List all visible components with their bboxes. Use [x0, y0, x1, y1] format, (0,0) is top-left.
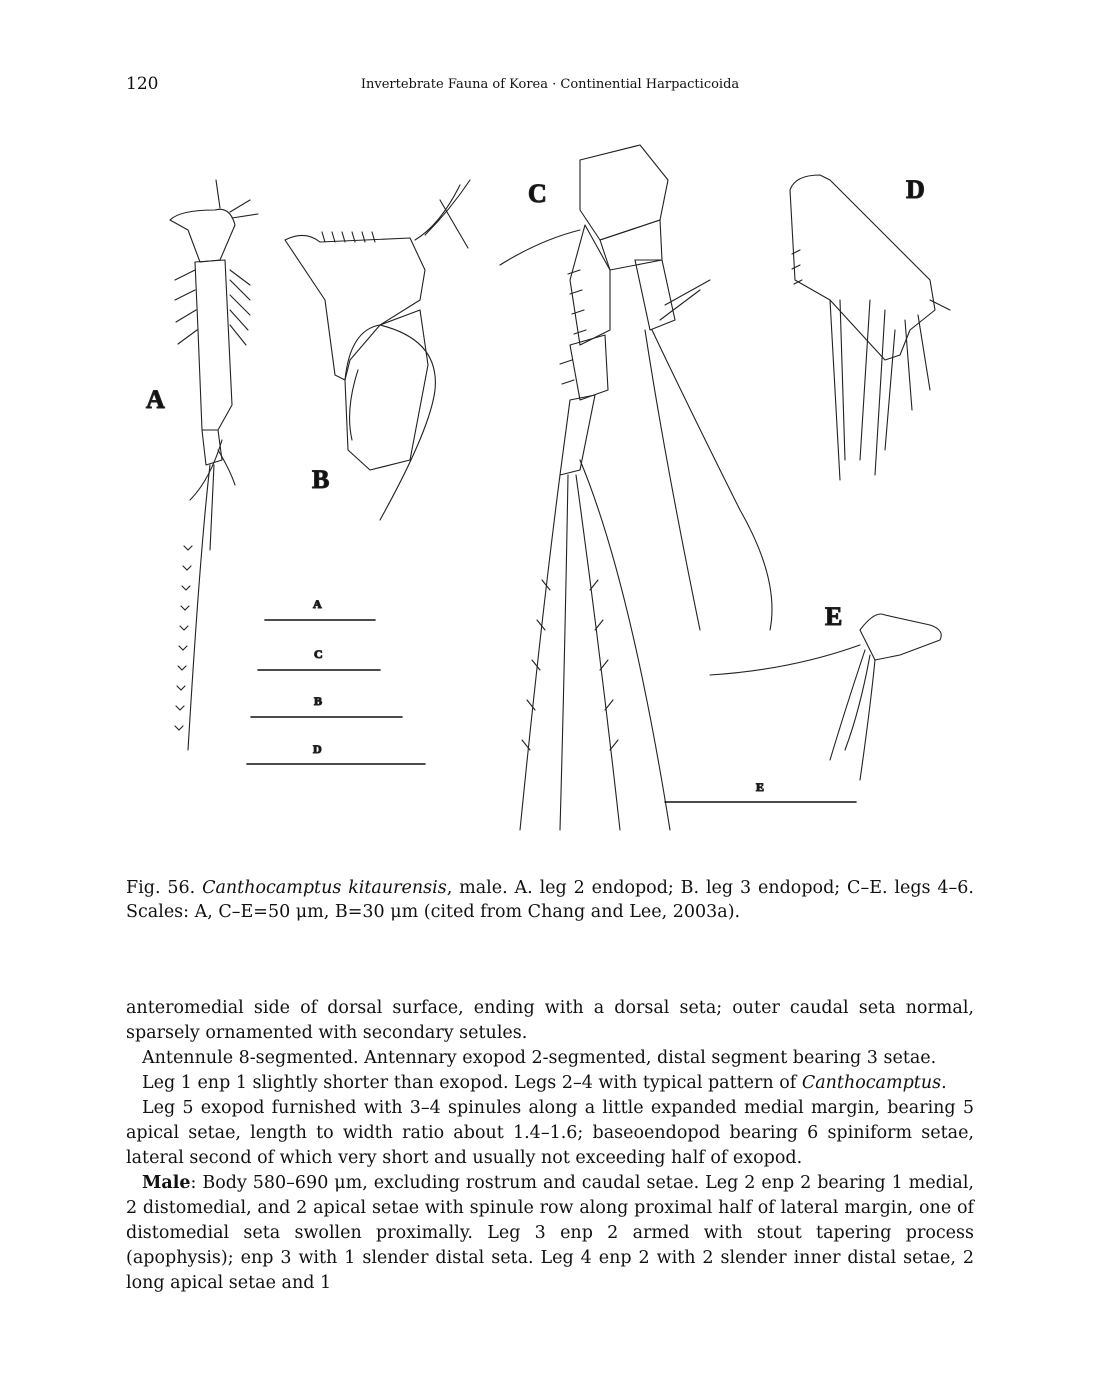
- male-heading: Male: [142, 1173, 191, 1193]
- panel-e-drawing: [710, 614, 941, 780]
- figure-caption: [126, 876, 974, 924]
- panel-label-d: D: [906, 175, 925, 204]
- paragraph-3: [126, 1071, 974, 1096]
- caption-species: Canthocamptus kitaurensis: [202, 878, 447, 898]
- paragraph-1: anteromedial side of dorsal surface, ending with a dorsal seta; outer caudal seta normal, sparsely ornamented with secondary setules.: [126, 998, 974, 1043]
- male-description: : Body 580–690 μm, excluding rostrum and caudal setae. Leg 2 enp 2 bearing 1 medial, 2 distomedial, and 2 apical setae with spinule row along proximal half of lateral margin, one of distomedial seta swollen proximally. Leg 3 enp 2 armed with stout tapering process (apophysis); enp 3 with 1 slender distal seta. Leg 4 enp 2 with 2 slender inner distal setae, 2 long apical setae and 1: [126, 1173, 974, 1293]
- caption-description: , male. A. leg 2 endopod; B. leg 3 endopod; C–E. legs 4–6. Scales: A, C–E=50 μm, B=30 μm (cited from Chang and Lee, 2003a).: [126, 878, 974, 922]
- body-text: [126, 996, 974, 1296]
- scale-label-c: C: [314, 647, 323, 661]
- figure-56: [140, 130, 970, 845]
- scale-label-b: B: [314, 694, 323, 708]
- caption-fig-number: Fig. 56.: [126, 878, 196, 898]
- paragraph-3-end: .: [941, 1073, 947, 1093]
- panel-label-e: E: [825, 602, 843, 631]
- paragraph-2: Antennule 8-segmented. Antennary exopod 2-segmented, distal segment bearing 3 setae.: [142, 1048, 937, 1068]
- paragraph-4: Leg 5 exopod furnished with 3–4 spinules along a little expanded medial margin, bearing 5 apical setae, length to width ratio about 1.4–1.6; baseoendopod bearing 6 spiniform setae, lateral second of which very short and usually not exceeding half of exopod.: [126, 1098, 974, 1168]
- scale-bars: [247, 620, 856, 802]
- paragraph-5: [126, 1171, 974, 1296]
- panel-label-b: B: [312, 465, 330, 494]
- panel-c-drawing: [500, 145, 772, 830]
- page-header: [126, 74, 974, 98]
- panel-label-a: A: [146, 385, 165, 414]
- paragraph-3-genus: Canthocamptus: [801, 1073, 942, 1093]
- scale-label-d: D: [313, 742, 322, 756]
- scale-label-e: E: [756, 780, 765, 794]
- panel-d-drawing: [790, 175, 950, 480]
- running-title: Invertebrate Fauna of Korea · Continential Harpacticoida: [360, 77, 740, 92]
- scale-label-a: A: [313, 597, 322, 611]
- panel-label-c: C: [528, 179, 547, 208]
- paragraph-3-text: Leg 1 enp 1 slightly shorter than exopod. Legs 2–4 with typical pattern of: [142, 1073, 802, 1093]
- panel-a-drawing: [170, 180, 258, 750]
- page-number: 120: [126, 74, 159, 94]
